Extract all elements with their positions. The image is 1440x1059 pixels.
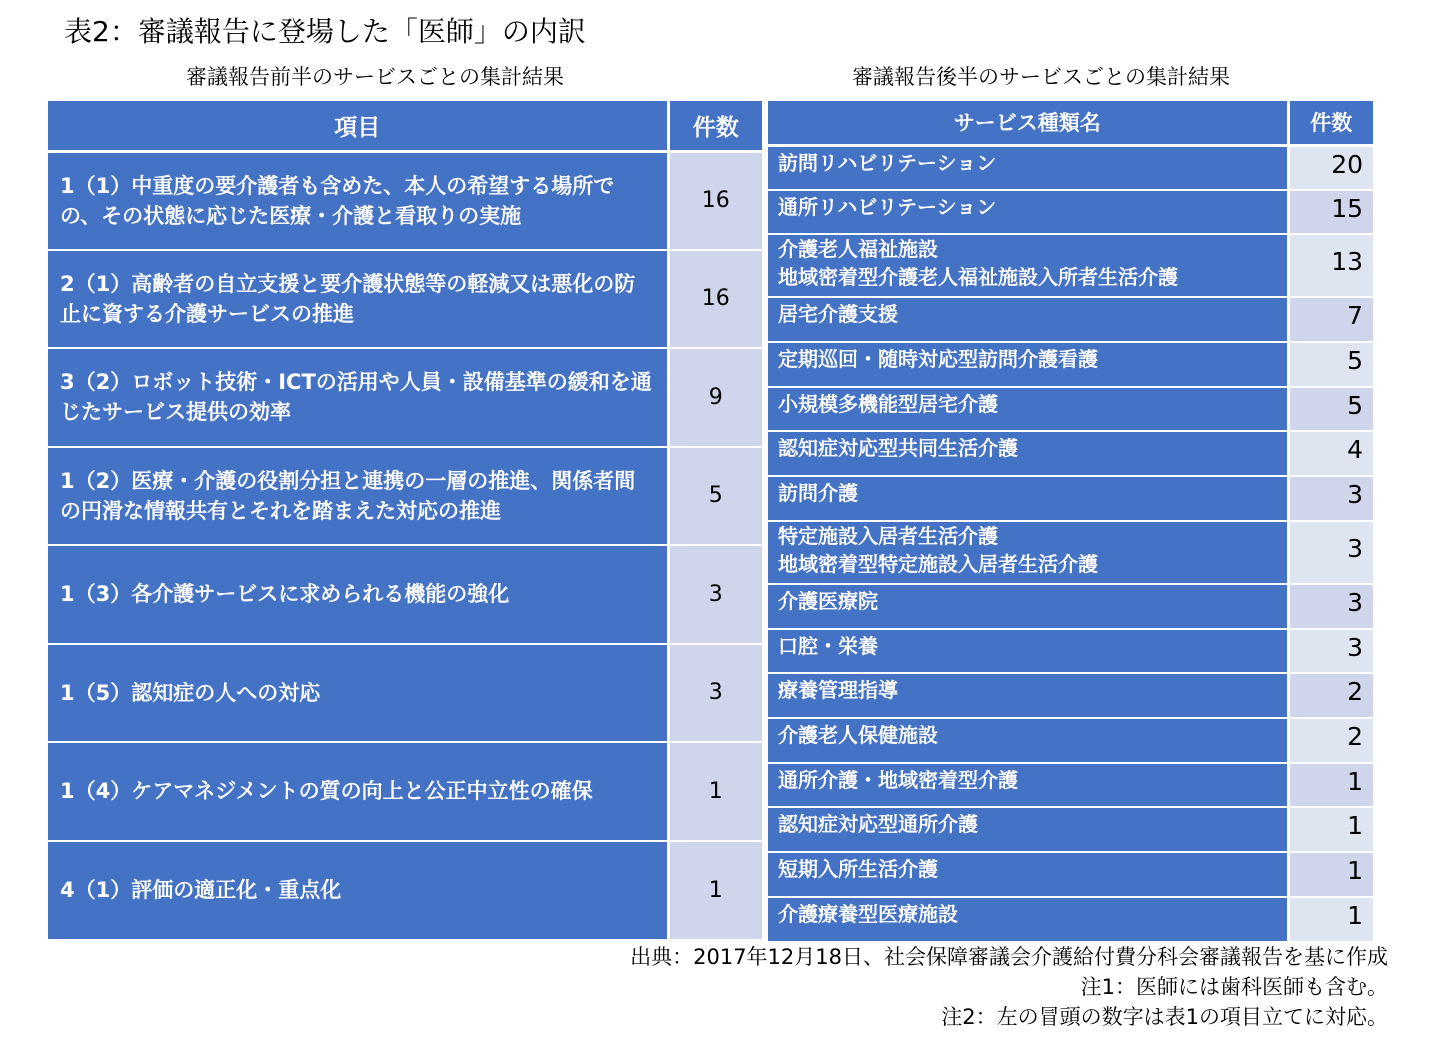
count-cell: 1 bbox=[1288, 807, 1373, 852]
count-cell: 9 bbox=[668, 348, 762, 447]
service-name-line: 短期入所生活介護 bbox=[778, 856, 938, 881]
service-name-line: 地域密着型特定施設入居者生活介護 bbox=[778, 551, 1098, 576]
service-name-cell bbox=[768, 673, 1288, 718]
service-name-line: 認知症対応型共同生活介護 bbox=[778, 436, 1018, 461]
page-title: 表2：審議報告に登場した「医師」の内訳 bbox=[64, 15, 586, 48]
count-cell: 16 bbox=[668, 250, 762, 349]
service-name-cell bbox=[768, 342, 1288, 387]
service-name-line: 介護医療院 bbox=[778, 588, 878, 613]
table-row bbox=[768, 897, 1373, 942]
table-row bbox=[768, 190, 1373, 235]
service-name-cell bbox=[768, 852, 1288, 897]
item-cell: 2（1）高齢者の自立支援と要介護状態等の軽減又は悪化の防止に資する介護サービスの推進 bbox=[48, 250, 668, 349]
table-row bbox=[768, 673, 1373, 718]
table-row bbox=[768, 297, 1373, 342]
service-name-line: 口腔・栄養 bbox=[778, 633, 878, 658]
count-cell: 1 bbox=[1288, 763, 1373, 808]
left-summary-table bbox=[48, 101, 762, 939]
left-table-caption: 審議報告前半のサービスごとの集計結果 bbox=[186, 65, 564, 89]
service-name-line: 特定施設入居者生活介護 bbox=[778, 523, 998, 548]
service-name-line: 定期巡回・随時対応型訪問介護看護 bbox=[778, 347, 1098, 372]
service-name-line: 介護老人保健施設 bbox=[778, 722, 938, 747]
table-row bbox=[768, 145, 1373, 190]
service-name-line: 通所リハビリテーション bbox=[778, 194, 997, 219]
table-row bbox=[768, 387, 1373, 432]
item-cell: 1（4）ケアマネジメントの質の向上と公正中立性の確保 bbox=[48, 742, 668, 841]
count-cell: 4 bbox=[1288, 431, 1373, 476]
footnotes bbox=[630, 942, 1388, 1032]
table-row bbox=[48, 545, 762, 644]
item-cell: 1（1）中重度の要介護者も含めた、本人の希望する場所での、その状態に応じた医療・介護と看取りの実施 bbox=[48, 151, 668, 250]
service-name-cell bbox=[768, 476, 1288, 521]
item-cell: 1（5）認知症の人への対応 bbox=[48, 644, 668, 743]
service-name-line: 介護老人福祉施設 bbox=[778, 237, 938, 262]
table-row bbox=[48, 841, 762, 940]
service-name-cell bbox=[768, 145, 1288, 190]
table-row bbox=[48, 151, 762, 250]
service-name-cell bbox=[768, 763, 1288, 808]
service-name-cell bbox=[768, 897, 1288, 942]
right-table-caption: 審議報告後半のサービスごとの集計結果 bbox=[852, 65, 1230, 89]
table-row bbox=[768, 807, 1373, 852]
count-cell: 20 bbox=[1288, 145, 1373, 190]
count-cell: 13 bbox=[1288, 234, 1373, 297]
table-row bbox=[768, 763, 1373, 808]
table-row bbox=[48, 742, 762, 841]
count-cell: 5 bbox=[1288, 342, 1373, 387]
count-cell: 1 bbox=[1288, 852, 1373, 897]
table-header-row bbox=[48, 101, 762, 151]
count-cell: 16 bbox=[668, 151, 762, 250]
service-name-cell bbox=[768, 297, 1288, 342]
count-cell: 1 bbox=[1288, 897, 1373, 942]
count-cell: 3 bbox=[1288, 521, 1373, 584]
count-cell: 2 bbox=[1288, 673, 1373, 718]
service-name-cell bbox=[768, 190, 1288, 235]
table-row bbox=[48, 250, 762, 349]
table-row bbox=[768, 629, 1373, 674]
service-name-cell bbox=[768, 718, 1288, 763]
count-cell: 3 bbox=[1288, 476, 1373, 521]
service-name-cell bbox=[768, 387, 1288, 432]
count-cell: 15 bbox=[1288, 190, 1373, 235]
count-cell: 1 bbox=[668, 742, 762, 841]
table-row bbox=[768, 234, 1373, 297]
source-note: 出典：2017年12月18日、社会保障審議会介護給付費分科会審議報告を基に作成 bbox=[630, 945, 1388, 969]
count-cell: 1 bbox=[668, 841, 762, 940]
note-2: 注2：左の冒頭の数字は表1の項目立てに対応。 bbox=[941, 1005, 1388, 1029]
service-name-cell bbox=[768, 234, 1288, 297]
service-name-line: 地域密着型介護老人福祉施設入所者生活介護 bbox=[778, 265, 1178, 290]
table-row bbox=[48, 644, 762, 743]
column-header-item: 項目 bbox=[48, 101, 668, 151]
table-row bbox=[768, 342, 1373, 387]
service-name-line: 訪問介護 bbox=[778, 481, 858, 506]
count-cell: 5 bbox=[668, 447, 762, 546]
table-header-row bbox=[768, 101, 1373, 145]
count-cell: 5 bbox=[1288, 387, 1373, 432]
table-row bbox=[768, 431, 1373, 476]
service-name-line: 認知症対応型通所介護 bbox=[778, 812, 978, 837]
item-cell: 1（2）医療・介護の役割分担と連携の一層の推進、関係者間の円滑な情報共有とそれを踏まえた対応の推進 bbox=[48, 447, 668, 546]
table-row bbox=[48, 348, 762, 447]
count-cell: 3 bbox=[1288, 584, 1373, 629]
table-row bbox=[48, 447, 762, 546]
count-cell: 3 bbox=[668, 644, 762, 743]
count-cell: 2 bbox=[1288, 718, 1373, 763]
count-cell: 3 bbox=[668, 545, 762, 644]
table-row bbox=[768, 584, 1373, 629]
item-cell: 4（1）評価の適正化・重点化 bbox=[48, 841, 668, 940]
service-name-cell bbox=[768, 807, 1288, 852]
column-header-service-name: サービス種類名 bbox=[768, 101, 1288, 145]
column-header-count: 件数 bbox=[1288, 101, 1373, 145]
service-name-cell bbox=[768, 521, 1288, 584]
service-name-line: 居宅介護支援 bbox=[778, 302, 898, 327]
service-name-cell bbox=[768, 629, 1288, 674]
table-row bbox=[768, 476, 1373, 521]
item-cell: 1（3）各介護サービスに求められる機能の強化 bbox=[48, 545, 668, 644]
table-row bbox=[768, 521, 1373, 584]
table-row bbox=[768, 718, 1373, 763]
service-name-line: 介護療養型医療施設 bbox=[778, 901, 958, 926]
service-name-line: 通所介護・地域密着型介護 bbox=[778, 767, 1018, 792]
right-summary-table bbox=[768, 101, 1373, 941]
column-header-count: 件数 bbox=[668, 101, 762, 151]
note-1: 注1：医師には歯科医師も含む。 bbox=[1080, 975, 1388, 999]
count-cell: 7 bbox=[1288, 297, 1373, 342]
service-name-line: 訪問リハビリテーション bbox=[778, 150, 997, 175]
service-name-line: 小規模多機能型居宅介護 bbox=[778, 391, 998, 416]
item-cell: 3（2）ロボット技術・ICTの活用や人員・設備基準の緩和を通じたサービス提供の効率 bbox=[48, 348, 668, 447]
service-name-cell bbox=[768, 431, 1288, 476]
service-name-cell bbox=[768, 584, 1288, 629]
table-row bbox=[768, 852, 1373, 897]
service-name-line: 療養管理指導 bbox=[778, 678, 898, 703]
count-cell: 3 bbox=[1288, 629, 1373, 674]
